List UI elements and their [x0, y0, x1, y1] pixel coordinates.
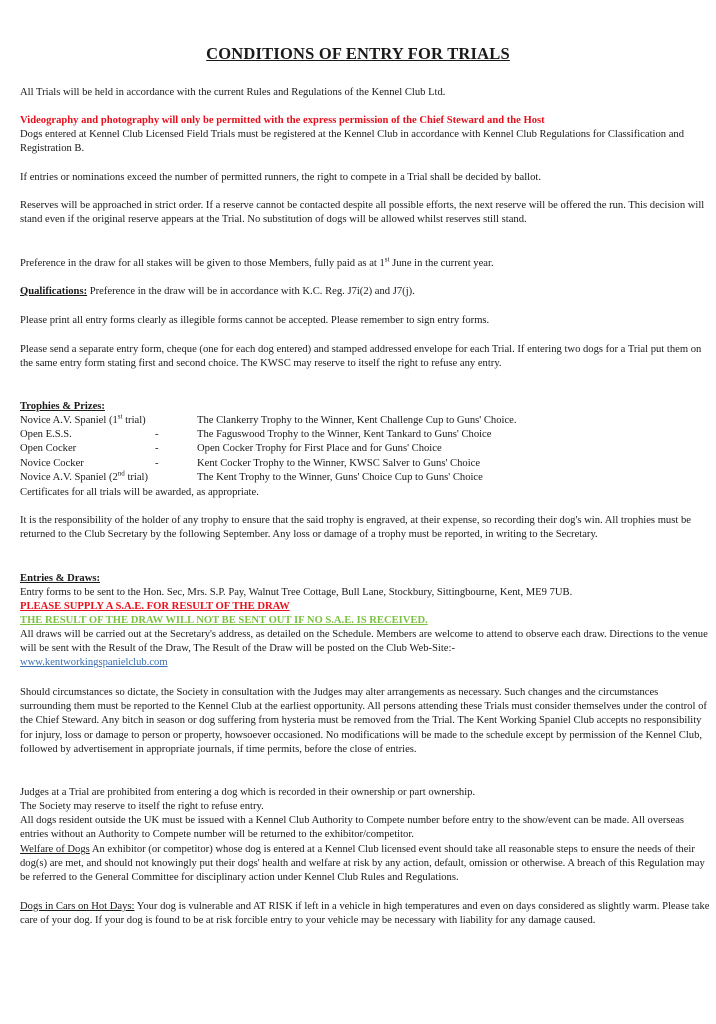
- draws-text: All draws will be carried out at the Secretary's address, as detailed on the Schedule. Members are welcome to attend to observe each draw. Directions to the venue will be sent with the Result of the Draw, The Result of the Draw will be posted on the Club Web-Site:-: [20, 629, 708, 655]
- refuse-line: The Society may reserve to itself the right to refuse entry.: [20, 801, 264, 812]
- trophy-dash: -: [155, 443, 159, 454]
- ballot-paragraph: If entries or nominations exceed the number of permitted runners, the right to compete in a Trial shall be decided by ballot.: [20, 172, 542, 183]
- trophy-stake: Novice Cocker: [20, 458, 84, 469]
- print-forms-paragraph: Please print all entry forms clearly as illegible forms cannot be accepted. Please remember to sign entry forms.: [20, 315, 490, 326]
- overseas-paragraph: All dogs resident outside the UK must be issued with a Kennel Club Authority to Compete number before entry to the show/event can be made. All overseas entries without an Authority to Compete number will be returned to the exhibitor/competitor.: [20, 815, 685, 841]
- trophy-prize: The Kent Trophy to the Winner, Guns' Choice Cup to Guns' Choice: [197, 472, 483, 483]
- entries-address: Entry forms to be sent to the Hon. Sec, Mrs. S.P. Pay, Walnut Tree Cottage, Bull Lane, Stockbury, Sittingbourne, Kent, ME9 7UB.: [20, 587, 573, 598]
- trophy-row: [20, 457, 700, 470]
- draws-paragraph: [20, 628, 710, 671]
- reserves-paragraph: Reserves will be approached in strict order. If a reserve cannot be contacted despite all possible efforts, the next reserve will be offered the run. This decision will stand even if the original reserve appears at the Trial. No substitution of dogs will be allowed whilst reserves still stand.: [20, 200, 705, 226]
- preference-text-end: June in the current year.: [389, 258, 494, 269]
- trophy-prize: The Clankerry Trophy to the Winner, Kent Challenge Cup to Guns' Choice.: [197, 415, 517, 426]
- trophy-prize: Open Cocker Trophy for First Place and for Guns' Choice: [197, 443, 442, 454]
- trophy-dash: -: [155, 429, 159, 440]
- welfare-paragraph: [20, 843, 710, 886]
- hot-days-paragraph: [20, 900, 710, 928]
- qualifications-paragraph: [20, 285, 710, 299]
- preference-sup: st: [384, 255, 390, 264]
- trophy-row: [20, 414, 700, 427]
- trophy-row: [20, 442, 700, 455]
- trophy-stake: Open E.S.S.: [20, 429, 72, 440]
- qualifications-text: Preference in the draw will be in accordance with K.C. Reg. J7i(2) and J7(j).: [87, 286, 415, 297]
- preference-paragraph: [20, 257, 710, 271]
- hot-days-text: Your dog is vulnerable and AT RISK if left in a vehicle in high temperatures and even on days considered as slightly warm. Please take care of your dog. If your dog is found to be at risk forcible entry to your vehicle may be necessary with liability for any damage caused.: [20, 901, 710, 927]
- trophy-responsibility-paragraph: It is the responsibility of the holder of any trophy to ensure that the said trophy is engraved, at their expense, so recording their dog's win. All trophies must be returned to the Club Secretary by the following September. Any loss or damage of a trophy must be reported, in writing to the Secretary.: [20, 515, 691, 541]
- welfare-label: Welfare of Dogs: [20, 844, 90, 855]
- trophy-row: [20, 471, 700, 484]
- no-sae-notice: THE RESULT OF THE DRAW WILL NOT BE SENT OUT IF NO S.A.E. IS RECEIVED.: [20, 615, 428, 626]
- video-notice: Videography and photography will only be permitted with the express permission of the Chief Steward and the Host: [20, 115, 545, 126]
- welfare-text: An exhibitor (or competitor) whose dog is entered at a Kennel Club licensed event should take all reasonable steps to ensure the needs of their dog(s) are met, and should not knowingly put their dogs' health and welfare at risk by any action, default, omission or otherwise. A breach of this Regulation may be referred to the General Committee for disciplinary action under Kennel Club Rules and Regulations.: [20, 844, 705, 884]
- trophy-dash: -: [155, 458, 159, 469]
- trophies-heading: Trophies & Prizes:: [20, 401, 105, 412]
- trophy-stake: Open Cocker: [20, 443, 77, 454]
- trophy-prize: The Faguswood Trophy to the Winner, Kent Tankard to Guns' Choice: [197, 429, 492, 440]
- registration-paragraph: Dogs entered at Kennel Club Licensed Field Trials must be registered at the Kennel Club in accordance with Kennel Club Regulations for Classification and Registration B.: [20, 129, 685, 155]
- hot-days-label: Dogs in Cars on Hot Days:: [20, 901, 135, 912]
- trophy-row: [20, 428, 700, 441]
- certificates-line: Certificates for all trials will be awarded, as appropriate.: [20, 487, 259, 498]
- trophy-stake: Novice A.V. Spaniel (1st trial): [20, 412, 146, 426]
- sae-notice: PLEASE SUPPLY A S.A.E. FOR RESULT OF THE DRAW: [20, 601, 290, 612]
- trophy-stake: Novice A.V. Spaniel (2nd trial): [20, 469, 149, 483]
- trophy-prize: Kent Cocker Trophy to the Winner, KWSC Salver to Guns' Choice: [197, 458, 481, 469]
- page-title: CONDITIONS OF ENTRY FOR TRIALS: [206, 44, 510, 63]
- preference-text: Preference in the draw for all stakes will be given to those Members, fully paid as at 1: [20, 258, 385, 269]
- club-website-link[interactable]: www.kentworkingspanielclub.com: [20, 657, 168, 669]
- judges-line: Judges at a Trial are prohibited from entering a dog which is recorded in their ownership or part ownership.: [20, 787, 476, 798]
- separate-forms-paragraph: Please send a separate entry form, cheque (one for each dog entered) and stamped addressed envelope for each Trial. If entering two dogs for a Trial put them on the same entry form stating first and second choice. The KWSC may reserve to itself the right to refuse any entry.: [20, 344, 702, 370]
- circumstances-paragraph: Should circumstances so dictate, the Society in consultation with the Judges may alter arrangements as necessary. Such changes and the circumstances surrounding them must be reported to the Kennel Club at the earliest opportunity. All persons attending these Trials must consider themselves under the control of the Chief Steward. Any bitch in season or dog suffering from hysteria must be removed from the Trial. The Kent Working Spaniel Club accepts no responsibility for injury, loss or damage to person or property, howsoever occasioned. No modifications will be made to the schedule except by permission of the Kennel Club, followed by advertisement in appropriate journals, if time permits, before the close of entries.: [20, 687, 707, 755]
- qualifications-label: Qualifications:: [20, 286, 88, 297]
- intro-paragraph: All Trials will be held in accordance with the current Rules and Regulations of the Kennel Club Ltd.: [20, 87, 446, 98]
- entries-heading: Entries & Draws:: [20, 573, 101, 584]
